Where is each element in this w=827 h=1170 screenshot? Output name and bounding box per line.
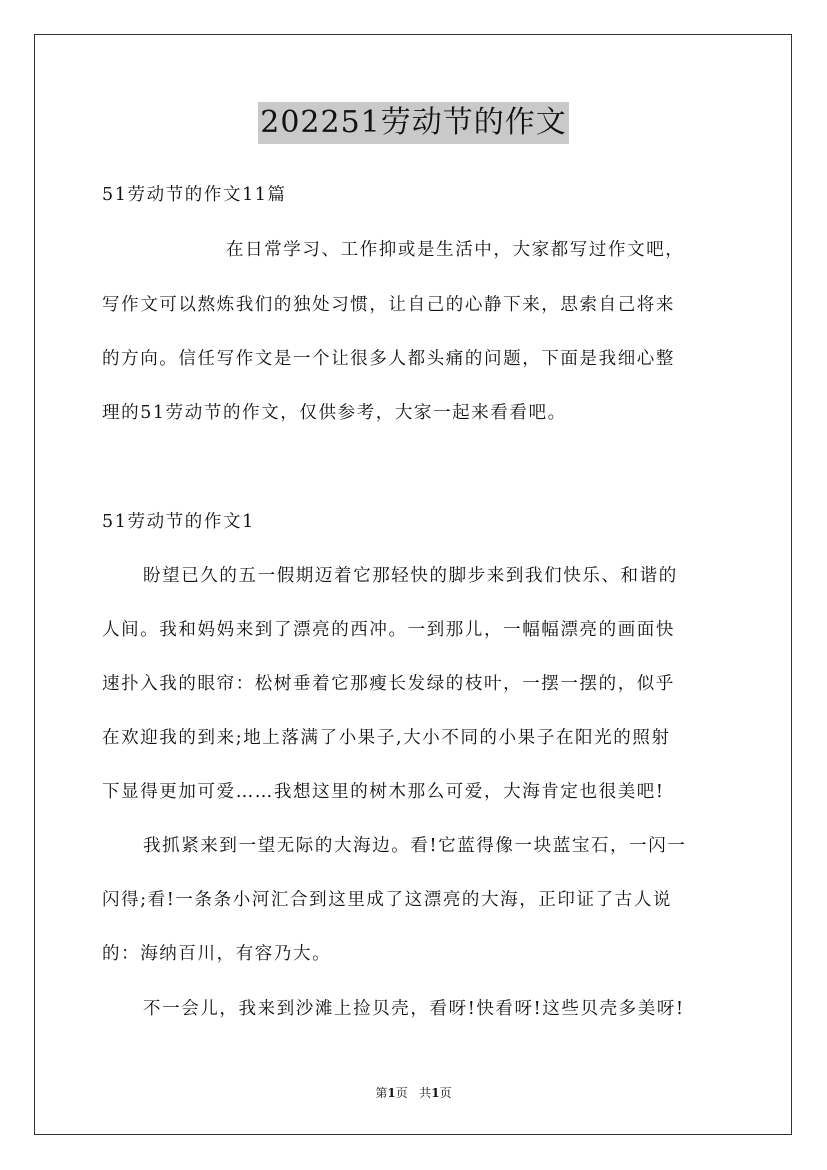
paragraph-line: 不一会儿，我来到沙滩上捡贝壳，看呀!快看呀!这些贝壳多美呀! <box>143 999 685 1019</box>
intro-line: 的方向。信任写作文是一个让很多人都头痛的问题，下面是我细心整 <box>102 349 675 369</box>
paragraph-line: 的：海纳百川，有容乃大。 <box>102 944 332 964</box>
total-prefix: 共 <box>419 1086 432 1100</box>
document-title: 202251劳动节的作文 <box>258 102 569 144</box>
page-prefix: 第 <box>375 1086 388 1100</box>
paragraph-line: 速扑入我的眼帘：松树垂着它那瘦长发绿的枝叶，一摆一摆的，似乎 <box>102 674 675 694</box>
paragraph-line: 人间。我和妈妈来到了漂亮的西冲。一到那儿，一幅幅漂亮的画面快 <box>102 620 675 640</box>
page-number: 1 <box>387 1086 396 1100</box>
paragraph-line: 在欢迎我的到来;地上落满了小果子,大小不同的小果子在阳光的照射 <box>102 728 671 748</box>
total-pages: 1 <box>431 1086 440 1100</box>
intro-line: 在日常学习、工作抑或是生活中，大家都写过作文吧， <box>226 240 685 260</box>
intro-line: 写作文可以熬炼我们的独处习惯，让自己的心静下来，思索自己将来 <box>102 295 675 315</box>
paragraph-line: 下显得更加可爱……我想这里的树木那么可爱，大海肯定也很美吧! <box>102 782 665 802</box>
page-footer <box>0 1084 827 1101</box>
intro-line: 理的51劳动节的作文，仅供参考，大家一起来看看吧。 <box>102 403 567 423</box>
total-suffix: 页 <box>439 1086 452 1100</box>
section-heading: 51劳动节的作文1 <box>102 512 255 532</box>
page-suffix: 页 <box>395 1086 408 1100</box>
paragraph-line: 我抓紧来到一望无际的大海边。看!它蓝得像一块蓝宝石，一闪一 <box>143 836 687 856</box>
document-subtitle: 51劳动节的作文11篇 <box>102 185 287 205</box>
title-wrapper <box>0 102 827 144</box>
paragraph-line: 闪得;看!一条条小河汇合到这里成了这漂亮的大海，正印证了古人说 <box>102 890 673 910</box>
paragraph-line: 盼望已久的五一假期迈着它那轻快的脚步来到我们快乐、和谐的 <box>143 566 678 586</box>
